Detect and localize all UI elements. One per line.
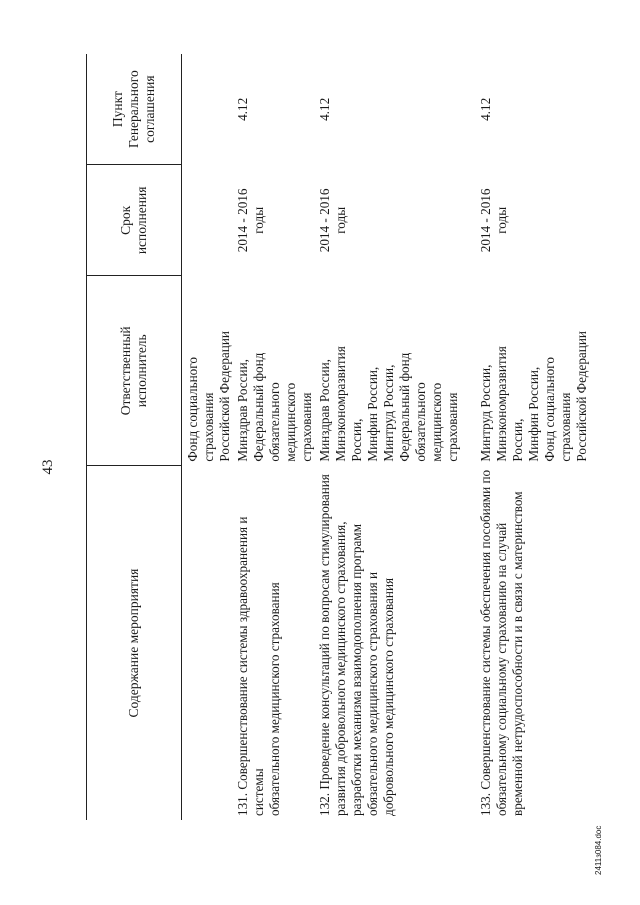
header-content: Содержание мероприятия: [87, 466, 182, 820]
cell-line: годы: [494, 206, 509, 234]
cell-line: временной нетрудоспособности и в связи с материнством: [510, 491, 525, 816]
cell-responsible: [233, 276, 315, 466]
header-line: Ответственный: [118, 326, 133, 416]
measures-table: [86, 54, 607, 820]
header-line: Генерального: [126, 70, 141, 148]
cell-deadline: [182, 165, 234, 276]
cell-line: Минздрав России,: [317, 359, 332, 462]
cell-line: 2014 - 2016: [478, 188, 493, 253]
cell-line: Фонд социального: [185, 357, 200, 462]
page-number: 43: [40, 459, 56, 475]
cell-line: 131. Совершенствование системы здравоохранения и системы: [235, 516, 266, 816]
cell-line: России,: [510, 418, 525, 462]
cell-line: обязательного медицинского страхования: [267, 582, 282, 816]
table-row: [233, 54, 315, 820]
cell-deadline: [233, 165, 315, 276]
header-line: Пункт: [110, 91, 125, 128]
header-line: соглашения: [142, 75, 157, 143]
header-responsible: [87, 276, 182, 466]
cell-line: Минэкономразвития: [494, 346, 509, 462]
cell-responsible: [182, 276, 234, 466]
cell-clause: 4.12: [478, 97, 493, 121]
header-line: исполнитель: [134, 334, 149, 408]
cell-line: страхования: [299, 392, 314, 462]
cell-line: обязательного: [413, 382, 428, 462]
cell-line: обязательного: [267, 382, 282, 462]
cell-line: Минтруд России,: [381, 364, 396, 462]
cell-line: страхования: [558, 392, 573, 462]
cell-line: Российской Федерации: [574, 331, 589, 462]
cell-line: 2014 - 2016: [317, 188, 332, 253]
cell-line: Фонд социального: [542, 357, 557, 462]
cell-line: годы: [251, 206, 266, 234]
cell-line: обязательному социальному страхованию на случай: [494, 522, 509, 816]
cell-line: Российской Федерации: [217, 331, 232, 462]
cell-deadline: [315, 165, 476, 276]
cell-line: медицинского: [429, 382, 444, 462]
cell-line: Федеральный фонд: [251, 352, 266, 462]
cell-content: [315, 466, 476, 820]
cell-line: разработки механизма взаимодополнения программ: [349, 523, 364, 816]
cell-line: страхования: [445, 392, 460, 462]
cell-line: Минфин России,: [526, 366, 541, 462]
cell-content: [182, 466, 234, 820]
cell-line: 133. Совершенствование системы обеспечения пособиями по: [478, 469, 493, 816]
cell-line: России,: [349, 418, 364, 462]
header-clause: [87, 54, 182, 165]
cell-line: страхования: [201, 392, 216, 462]
cell-line: Минтруд России,: [478, 364, 493, 462]
cell-content: [476, 466, 607, 820]
cell-line: развития добровольного медицинского страхования,: [333, 521, 348, 816]
cell-clause: 4.12: [317, 97, 332, 121]
cell-deadline: [476, 165, 607, 276]
table-row: [315, 54, 476, 820]
cell-line: Минфин России,: [365, 366, 380, 462]
cell-line: 2014 - 2016: [235, 188, 250, 253]
cell-line: годы: [333, 206, 348, 234]
cell-responsible: [315, 276, 476, 466]
cell-clause: 4.12: [235, 97, 250, 121]
cell-line: обязательного медицинского страхования и: [365, 571, 380, 816]
table-row-continuation: [182, 54, 234, 820]
cell-content: [233, 466, 315, 820]
cell-line: 132. Проведение консультаций по вопросам стимулирования: [317, 474, 332, 816]
cell-line: Федеральный фонд: [397, 352, 412, 462]
header-line: исполнения: [134, 186, 149, 255]
cell-line: Минэкономразвития: [333, 346, 348, 462]
footer-filename: 2411з084.doc: [594, 825, 603, 875]
cell-line: медицинского: [283, 382, 298, 462]
table-row: [476, 54, 607, 820]
table-header-row: [87, 54, 182, 820]
cell-responsible: [476, 276, 607, 466]
header-deadline: [87, 165, 182, 276]
cell-line: Минздрав России,: [235, 359, 250, 462]
cell-line: добровольного медицинского страхования: [381, 577, 396, 816]
cell-clause: [182, 54, 234, 165]
header-line: Срок: [118, 205, 133, 235]
